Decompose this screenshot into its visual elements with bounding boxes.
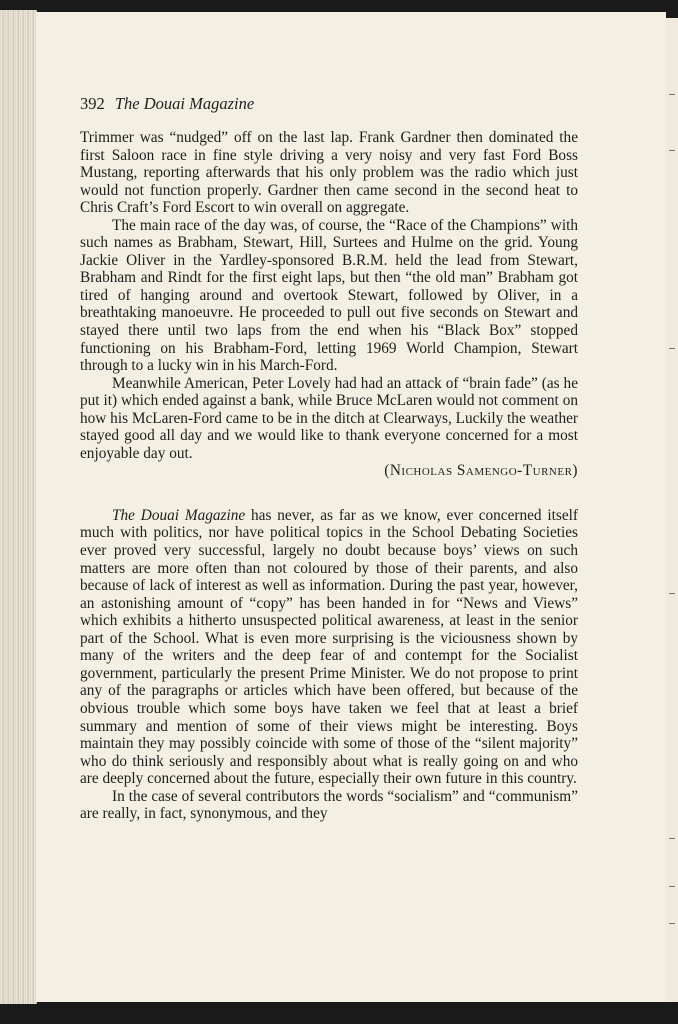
scan-border-top <box>0 0 678 10</box>
paragraph: Meanwhile American, Peter Lovely had had an attack of “brain fade” (as he put it) which ended against a bank, while Bruce McLaren would not comment on how his McLaren-Ford came to be in the ditch at Clearways, Luckily the weather stayed good all day and we would like to thank everyone concerned for a most enjoyable day out. <box>80 374 578 462</box>
paragraph: Trimmer was “nudged” off on the last lap. Frank Gardner then dominated the first Saloon race in fine style driving a very noisy and very fast Ford Boss Mustang, reporting afterwards that his only problem was the radio which just would not function properly. Gardner then came second in the second heat to Chris Craft’s Ford Escort to win overall on aggregate. <box>80 129 578 217</box>
running-header <box>80 94 254 114</box>
paragraph: In the case of several contributors the words “socialism” and “communism” are really, in fact, synonymous, and they <box>80 787 578 823</box>
magazine-title: The Douai Magazine <box>114 94 255 113</box>
paragraph-text: has never, as far as we know, ever concerned itself much with politics, nor have political topics in the School Debating Societies ever proved very successful, largely no doubt because boys’ views on such matters are more often than not coloured by those of their parents, and also because of lack of interest as well as information. During the past year, however, an astonishing amount of “copy” has been handed in for “News and Views” which exhibits a hitherto unsuspected political awareness, at least in the senior part of the School. What is even more surprising is the viciousness shown by many of the writers and the deep fear of and contempt for the Socialist government, particularly the present Prime Minister. We do not propose to print any of the paragraphs or articles which have been offered, but because of the obvious trouble which some boys have taken we feel that at least a brief summary and mention of some of their views might be interesting. Boys maintain they may possibly coincide with some of those of the “silent majority” who do think seriously and responsibly about what is really going on and who are deeply concerned about the future, especially their own future in this country. <box>80 506 578 788</box>
page-number: 392 <box>80 94 105 113</box>
body-text <box>80 129 578 823</box>
author-signature: (Nicholas Samengo-Turner) <box>384 462 578 480</box>
magazine-name: The Douai Magazine <box>112 506 246 524</box>
book-right-edge <box>666 18 678 1002</box>
paragraph: The main race of the day was, of course, the “Race of the Champions” with such names as Brabham, Stewart, Hill, Surtees and Hulme on the grid. Young Jackie Oliver in the Yardley-sponsored B.R.M. held the lead from Stewart, Brabham and Rindt for the first eight laps, but then “the old man” Brabham got tired of hanging around and overtook Stewart, followed by Oliver, in a breathtaking manoeuvre. He proceeded to pull out five seconds on Stewart and stayed there until two laps from the end when his “Black Box” stopped functioning on his Brabham-Ford, letting 1969 World Champion, Stewart through to a lucky win in his March-Ford. <box>80 216 578 375</box>
book-page-edges <box>0 10 37 1004</box>
section-gap <box>80 480 578 507</box>
paragraph <box>80 507 578 788</box>
